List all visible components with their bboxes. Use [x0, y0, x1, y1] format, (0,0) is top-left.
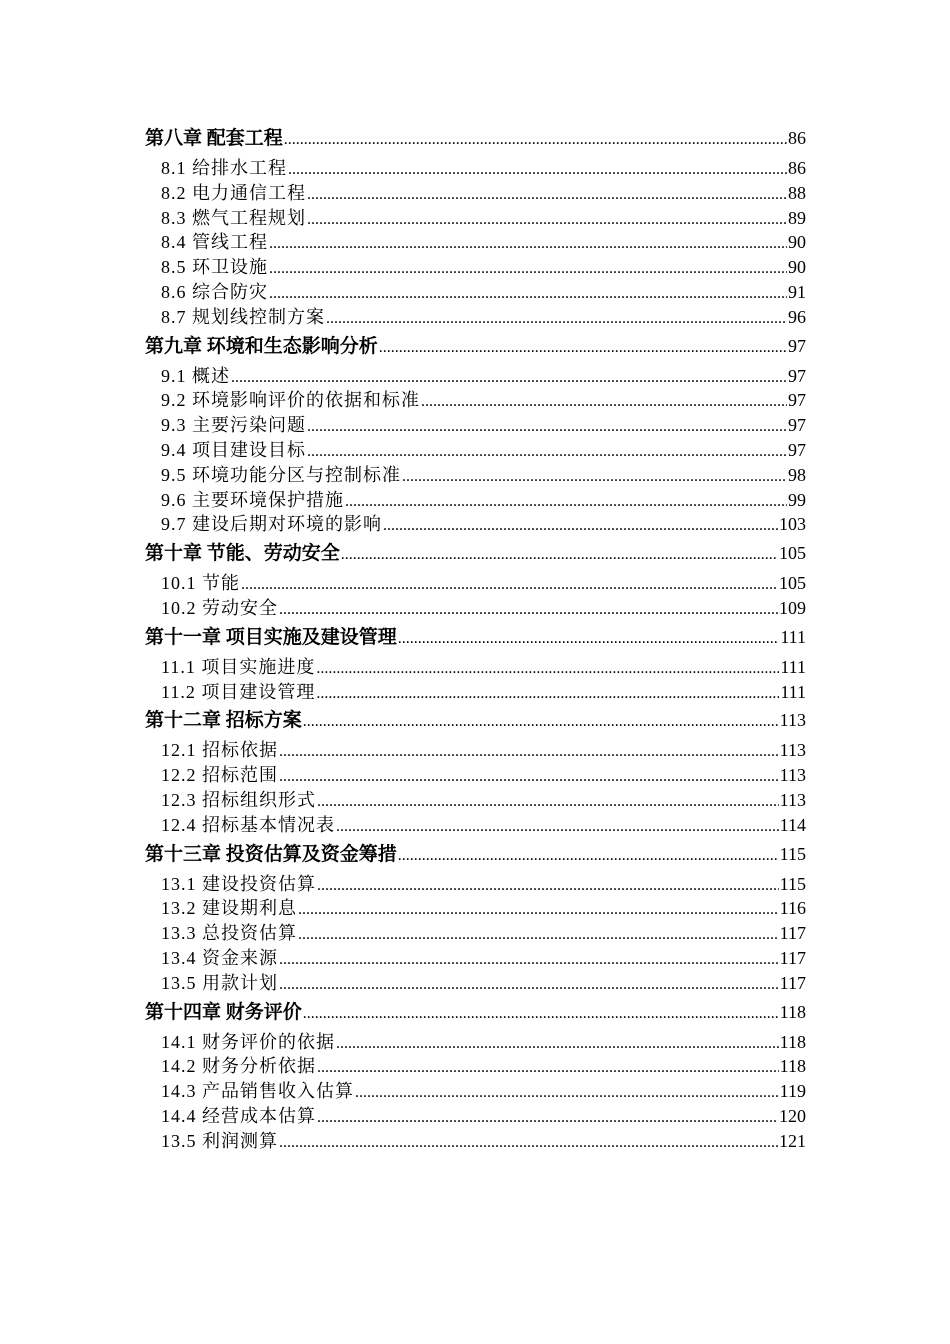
toc-page-number: 109	[779, 597, 806, 618]
toc-section-entry[interactable]	[145, 156, 806, 181]
toc-page-number: 89	[788, 207, 806, 228]
toc-section-entry[interactable]	[145, 655, 806, 680]
toc-page-number: 91	[788, 281, 806, 302]
toc-section-entry[interactable]	[145, 596, 806, 621]
toc-entry-title: 12.1 招标依据	[161, 740, 278, 761]
toc-section-entry[interactable]	[145, 1030, 806, 1055]
toc-entry-title: 9.5 环境功能分区与控制标准	[161, 464, 401, 485]
toc-section-entry[interactable]	[145, 230, 806, 255]
toc-entry-title: 第十章 节能、劳动安全	[145, 543, 340, 565]
toc-entry-title: 9.3 主要污染问题	[161, 415, 306, 436]
toc-section-entry[interactable]	[145, 763, 806, 788]
toc-entry-title: 9.4 项目建设目标	[161, 439, 306, 460]
table-of-contents	[145, 122, 806, 1154]
toc-page-number: 97	[788, 439, 806, 460]
dot-leader	[307, 206, 787, 233]
dot-leader	[279, 763, 779, 790]
toc-entry-title: 13.3 总投资估算	[161, 923, 297, 944]
toc-entry-title: 10.1 节能	[161, 573, 240, 594]
toc-entry-title: 12.2 招标范围	[161, 765, 278, 786]
toc-chapter-entry[interactable]	[145, 625, 806, 650]
dot-leader	[279, 971, 779, 998]
toc-entry-title: 8.3 燃气工程规划	[161, 207, 306, 228]
toc-page-number: 97	[788, 390, 806, 411]
dot-leader	[307, 181, 787, 208]
toc-entry-title: 9.1 概述	[161, 365, 230, 386]
dot-leader	[279, 738, 779, 765]
toc-entry-title: 11.1 项目实施进度	[161, 656, 316, 677]
toc-chapter-entry[interactable]	[145, 1000, 806, 1025]
dot-leader	[355, 1079, 779, 1106]
dot-leader	[279, 1129, 778, 1156]
toc-page-number: 115	[779, 873, 806, 894]
dot-leader	[288, 156, 787, 183]
toc-entry-title: 9.6 主要环境保护措施	[161, 489, 344, 510]
toc-page-number: 113	[779, 740, 806, 761]
dot-leader	[303, 708, 779, 734]
dot-leader	[317, 872, 779, 899]
toc-entry-title: 13.5 利润测算	[161, 1130, 278, 1151]
toc-section-entry[interactable]	[145, 255, 806, 280]
toc-page-number: 105	[779, 543, 806, 564]
toc-section-entry[interactable]	[145, 1054, 806, 1079]
toc-entry-title: 第十二章 招标方案	[145, 710, 302, 732]
dot-leader	[307, 438, 787, 465]
dot-leader	[241, 571, 778, 598]
toc-chapter-entry[interactable]	[145, 842, 806, 867]
toc-page-number: 116	[779, 898, 806, 919]
toc-page-number: 90	[788, 257, 806, 278]
toc-section-entry[interactable]	[145, 1079, 806, 1104]
toc-page-number: 96	[788, 306, 806, 327]
toc-page-number: 105	[779, 573, 806, 594]
toc-section-entry[interactable]	[145, 512, 806, 537]
toc-entry-title: 8.6 综合防灾	[161, 281, 268, 302]
toc-page-number: 118	[779, 1056, 806, 1077]
toc-entry-title: 第八章 配套工程	[145, 128, 283, 149]
dot-leader	[421, 388, 787, 415]
toc-page-number: 117	[779, 947, 806, 968]
dot-leader	[398, 842, 779, 868]
toc-page-number: 117	[779, 972, 806, 993]
toc-entry-title: 14.1 财务评价的依据	[161, 1031, 335, 1052]
toc-entry-title: 12.3 招标组织形式	[161, 789, 316, 810]
toc-entry-title: 8.5 环卫设施	[161, 257, 268, 278]
toc-section-entry[interactable]	[145, 571, 806, 596]
toc-page-number: 121	[779, 1130, 806, 1151]
toc-page-number: 97	[788, 335, 806, 356]
toc-section-entry[interactable]	[145, 488, 806, 513]
toc-section-entry[interactable]	[145, 971, 806, 996]
toc-entry-title: 13.1 建设投资估算	[161, 873, 316, 894]
toc-entry-title: 8.4 管线工程	[161, 232, 268, 253]
toc-entry-title: 14.2 财务分析依据	[161, 1056, 316, 1077]
toc-entry-title: 14.3 产品销售收入估算	[161, 1081, 354, 1102]
dot-leader	[269, 230, 787, 257]
toc-section-entry[interactable]	[145, 872, 806, 897]
toc-entry-title: 10.2 劳动安全	[161, 597, 278, 618]
dot-leader	[326, 305, 787, 332]
toc-page-number: 119	[779, 1081, 806, 1102]
toc-entry-title: 8.1 给排水工程	[161, 158, 287, 178]
toc-entry-title: 11.2 项目建设管理	[161, 681, 316, 702]
toc-page-number: 86	[788, 128, 806, 148]
dot-leader	[317, 1054, 779, 1081]
toc-page-number: 98	[788, 464, 806, 485]
toc-page-number: 90	[788, 232, 806, 253]
dot-leader	[279, 946, 779, 973]
toc-page-number: 97	[788, 415, 806, 436]
toc-entry-title: 13.4 资金来源	[161, 947, 278, 968]
toc-entry-title: 12.4 招标基本情况表	[161, 814, 335, 835]
dot-leader	[303, 1000, 779, 1026]
toc-page-number: 111	[780, 626, 806, 647]
toc-entry-title: 9.7 建设后期对环境的影响	[161, 514, 382, 535]
toc-page-number: 117	[779, 923, 806, 944]
toc-page-number: 115	[779, 843, 806, 864]
toc-section-entry[interactable]	[145, 413, 806, 438]
toc-section-entry[interactable]	[145, 388, 806, 413]
dot-leader	[336, 1030, 779, 1057]
dot-leader	[336, 813, 779, 840]
toc-page-number: 113	[779, 710, 806, 731]
dot-leader	[379, 334, 787, 360]
toc-entry-title: 第十四章 财务评价	[145, 1001, 302, 1023]
dot-leader	[284, 126, 787, 152]
toc-entry-title: 第十三章 投资估算及资金筹措	[145, 843, 397, 865]
toc-page-number: 113	[779, 765, 806, 786]
toc-entry-title: 第九章 环境和生态影响分析	[145, 335, 378, 357]
toc-section-entry[interactable]	[145, 305, 806, 330]
toc-entry-title: 13.5 用款计划	[161, 972, 278, 993]
toc-section-entry[interactable]	[145, 463, 806, 488]
toc-page-number: 118	[779, 1001, 806, 1022]
toc-section-entry[interactable]	[145, 896, 806, 921]
toc-section-entry[interactable]	[145, 680, 806, 705]
dot-leader	[383, 512, 778, 539]
toc-section-entry[interactable]	[145, 206, 806, 231]
toc-entry-title: 13.2 建设期利息	[161, 898, 297, 919]
dot-leader	[341, 541, 778, 567]
toc-chapter-entry[interactable]	[145, 126, 806, 151]
toc-chapter-entry[interactable]	[145, 541, 806, 566]
dot-leader	[316, 680, 779, 707]
toc-page-number: 86	[788, 158, 806, 178]
toc-page-number: 113	[779, 789, 806, 810]
toc-section-entry[interactable]	[145, 738, 806, 763]
toc-entry-title: 14.4 经营成本估算	[161, 1105, 316, 1126]
toc-chapter-entry[interactable]	[145, 334, 806, 359]
dot-leader	[298, 896, 779, 923]
dot-leader	[317, 788, 779, 815]
dot-leader	[317, 1104, 778, 1131]
toc-page-number: 97	[788, 365, 806, 386]
toc-page-number: 118	[779, 1031, 806, 1052]
toc-section-entry[interactable]	[145, 280, 806, 305]
toc-section-entry[interactable]	[145, 364, 806, 389]
dot-leader	[398, 625, 780, 651]
toc-section-entry[interactable]	[145, 1104, 806, 1129]
dot-leader	[279, 596, 778, 623]
toc-page-number: 103	[779, 514, 806, 535]
toc-page-number: 88	[788, 182, 806, 203]
toc-page-number: 114	[779, 814, 806, 835]
toc-entry-title: 第十一章 项目实施及建设管理	[145, 626, 397, 648]
dot-leader	[345, 488, 787, 515]
dot-leader	[231, 364, 787, 391]
toc-page-number: 99	[788, 489, 806, 510]
toc-page-number: 111	[780, 656, 806, 677]
dot-leader	[307, 413, 787, 440]
dot-leader	[402, 463, 787, 490]
dot-leader	[316, 655, 779, 682]
toc-entry-title: 8.2 电力通信工程	[161, 182, 306, 203]
toc-section-entry[interactable]	[145, 921, 806, 946]
toc-section-entry[interactable]	[145, 181, 806, 206]
toc-page-number: 120	[779, 1105, 806, 1126]
dot-leader	[269, 255, 787, 282]
toc-section-entry[interactable]	[145, 438, 806, 463]
toc-page-number: 111	[780, 681, 806, 702]
toc-section-entry[interactable]	[145, 788, 806, 813]
toc-section-entry[interactable]	[145, 946, 806, 971]
dot-leader	[298, 921, 779, 948]
dot-leader	[269, 280, 787, 307]
toc-section-entry[interactable]	[145, 813, 806, 838]
toc-entry-title: 9.2 环境影响评价的依据和标准	[161, 390, 420, 411]
toc-chapter-entry[interactable]	[145, 708, 806, 733]
toc-section-entry[interactable]	[145, 1129, 806, 1154]
toc-entry-title: 8.7 规划线控制方案	[161, 306, 325, 327]
